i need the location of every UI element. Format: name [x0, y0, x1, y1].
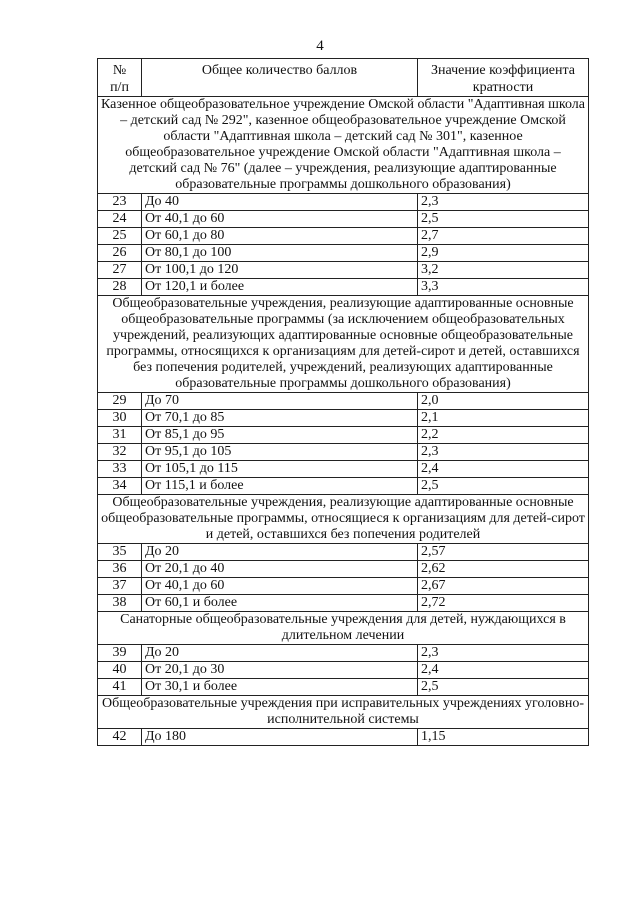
row-coefficient: 3,3 [418, 279, 589, 296]
section-title: Общеобразовательные учреждения, реализующие адаптированные основные общеобразовательные программы, относящиеся к организациям для детей-сирот и детей, оставшихся без попечения родителей [98, 495, 589, 544]
table-row [98, 279, 589, 296]
row-coefficient: 2,3 [418, 444, 589, 461]
row-coefficient: 2,72 [418, 595, 589, 612]
row-range: От 100,1 до 120 [142, 262, 418, 279]
row-range: До 20 [142, 544, 418, 561]
row-range: От 115,1 и более [142, 478, 418, 495]
row-number: 25 [98, 228, 142, 245]
row-range: От 60,1 до 80 [142, 228, 418, 245]
section-title: Санаторные общеобразовательные учреждения для детей, нуждающихся в длительном лечении [98, 612, 589, 645]
row-coefficient: 2,7 [418, 228, 589, 245]
row-range: От 60,1 и более [142, 595, 418, 612]
row-number: 27 [98, 262, 142, 279]
row-coefficient: 2,5 [418, 211, 589, 228]
row-range: До 20 [142, 645, 418, 662]
row-range: От 20,1 до 30 [142, 662, 418, 679]
row-range: От 40,1 до 60 [142, 578, 418, 595]
section-row [98, 612, 589, 645]
table-row [98, 544, 589, 561]
row-coefficient: 2,67 [418, 578, 589, 595]
table-row [98, 245, 589, 262]
row-coefficient: 2,1 [418, 410, 589, 427]
table-row [98, 595, 589, 612]
row-range: До 40 [142, 194, 418, 211]
header-coefficient: Значение коэффициента кратности [418, 59, 589, 97]
row-number: 36 [98, 561, 142, 578]
row-coefficient: 2,3 [418, 645, 589, 662]
row-number: 23 [98, 194, 142, 211]
row-coefficient: 2,62 [418, 561, 589, 578]
row-range: До 70 [142, 393, 418, 410]
table-row [98, 645, 589, 662]
row-number: 29 [98, 393, 142, 410]
row-range: От 20,1 до 40 [142, 561, 418, 578]
row-range: До 180 [142, 729, 418, 746]
row-coefficient: 2,3 [418, 194, 589, 211]
row-number: 41 [98, 679, 142, 696]
row-coefficient: 2,9 [418, 245, 589, 262]
table-row [98, 262, 589, 279]
table-row [98, 194, 589, 211]
row-range: От 80,1 до 100 [142, 245, 418, 262]
row-number: 40 [98, 662, 142, 679]
page-number: 4 [316, 38, 324, 54]
row-coefficient: 2,4 [418, 461, 589, 478]
row-number: 37 [98, 578, 142, 595]
section-title: Казенное общеобразовательное учреждение Омской области "Адаптивная школа – детский сад № 292", казенное общеобразовательное учреждение Омской области "Адаптивная школа – детский сад № 301", казенное общеобразовательное учреждение Омской области "Адаптивная школа – детский сад № 76" (далее – учреждения, реализующие адаптированные образовательные программы дошкольного образования) [98, 97, 589, 194]
row-range: От 70,1 до 85 [142, 410, 418, 427]
table-row [98, 478, 589, 495]
row-number: 33 [98, 461, 142, 478]
row-number: 35 [98, 544, 142, 561]
row-coefficient: 2,4 [418, 662, 589, 679]
row-number: 42 [98, 729, 142, 746]
row-range: От 30,1 и более [142, 679, 418, 696]
table-row [98, 444, 589, 461]
row-coefficient: 2,5 [418, 478, 589, 495]
section-row [98, 296, 589, 393]
section-row [98, 97, 589, 194]
header-number: № п/п [98, 59, 142, 97]
row-number: 31 [98, 427, 142, 444]
section-row [98, 696, 589, 729]
row-range: От 40,1 до 60 [142, 211, 418, 228]
row-number: 38 [98, 595, 142, 612]
row-number: 28 [98, 279, 142, 296]
coefficient-table [97, 58, 589, 746]
row-range: От 85,1 до 95 [142, 427, 418, 444]
row-range: От 95,1 до 105 [142, 444, 418, 461]
row-number: 34 [98, 478, 142, 495]
table-row [98, 729, 589, 746]
row-coefficient: 2,57 [418, 544, 589, 561]
table-row [98, 578, 589, 595]
section-title: Общеобразовательные учреждения при исправительных учреждениях уголовно-исполнительной системы [98, 696, 589, 729]
table-row [98, 662, 589, 679]
section-row [98, 495, 589, 544]
row-range: От 120,1 и более [142, 279, 418, 296]
section-title: Общеобразовательные учреждения, реализующие адаптированные основные общеобразовательные программы (за исключением общеобразовательных учреждений, реализующих адаптированные основные общеобразовательные программы, относящихся к организациям для детей-сирот и детей, оставшихся без попечения родителей, учреждений, реализующих адаптированные образовательные программы дошкольного образования) [98, 296, 589, 393]
row-number: 24 [98, 211, 142, 228]
table-row [98, 679, 589, 696]
table-row [98, 410, 589, 427]
row-number: 30 [98, 410, 142, 427]
row-coefficient: 3,2 [418, 262, 589, 279]
table-header-row [98, 59, 589, 97]
row-number: 26 [98, 245, 142, 262]
row-number: 39 [98, 645, 142, 662]
table-row [98, 427, 589, 444]
table-row [98, 461, 589, 478]
row-coefficient: 2,0 [418, 393, 589, 410]
table-row [98, 393, 589, 410]
row-number: 32 [98, 444, 142, 461]
header-points: Общее количество баллов [142, 59, 418, 97]
row-coefficient: 1,15 [418, 729, 589, 746]
table-row [98, 211, 589, 228]
row-coefficient: 2,2 [418, 427, 589, 444]
table-row [98, 561, 589, 578]
row-range: От 105,1 до 115 [142, 461, 418, 478]
row-coefficient: 2,5 [418, 679, 589, 696]
table-row [98, 228, 589, 245]
